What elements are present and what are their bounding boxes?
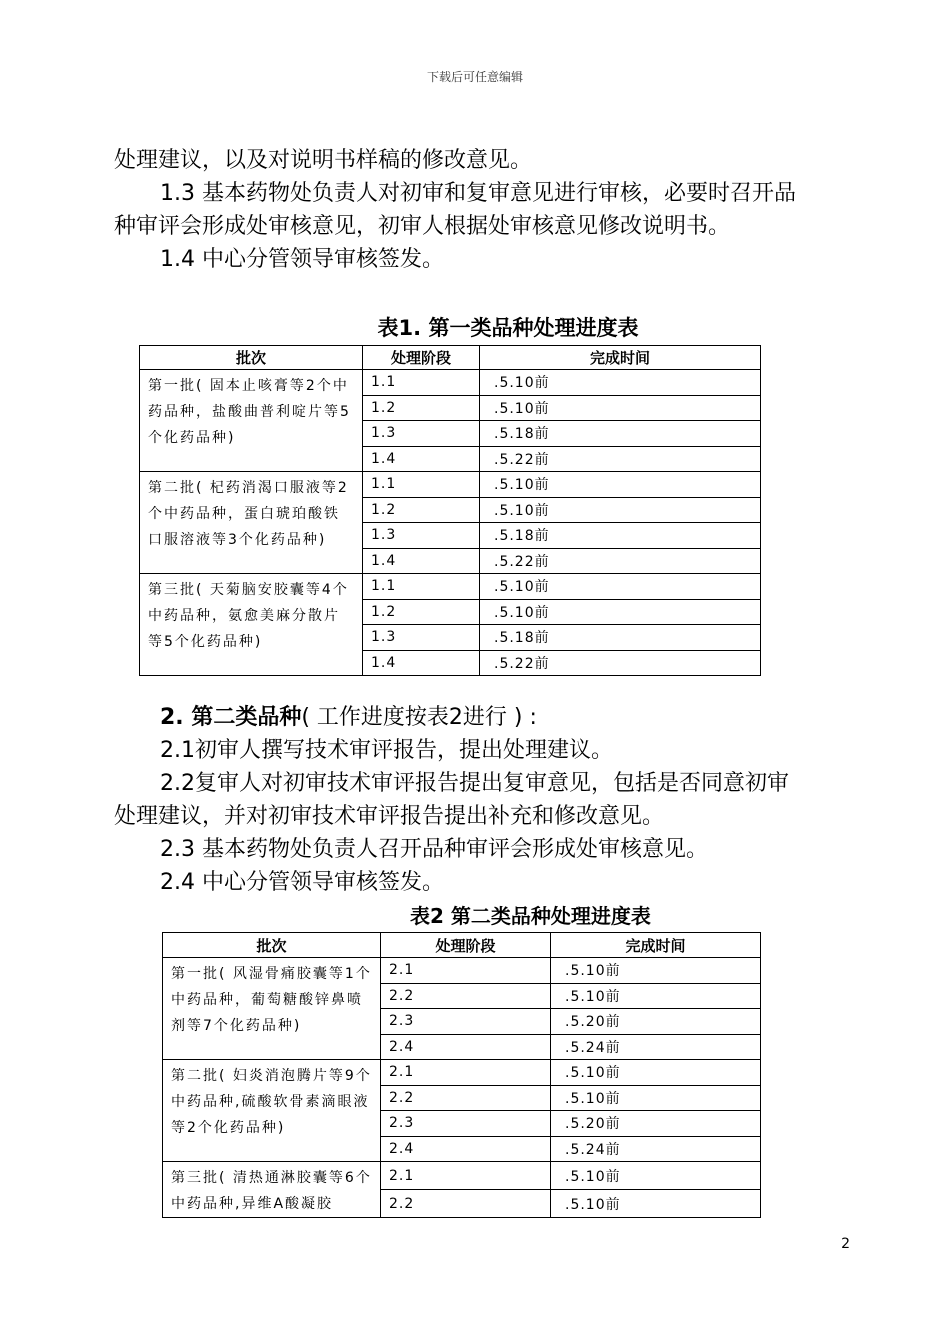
stage-cell: 2.1 [381, 958, 551, 984]
table-row [163, 958, 761, 984]
column-header-batch: 批次 [140, 346, 363, 370]
stage-cell: 2.3 [381, 1111, 551, 1137]
stage-cell: 1.3 [363, 421, 480, 447]
paragraph-line: 处理建议，以及对说明书样稿的修改意见。 [114, 148, 533, 173]
page-number: 2 [841, 1236, 850, 1252]
deadline-cell: .5.10前 [480, 574, 761, 600]
batch-cell: 第二批( 妇炎消泡腾片等9个中药品种,硫酸软骨素滴眼液等2个化药品种) [163, 1060, 381, 1162]
deadline-cell: .5.18前 [480, 421, 761, 447]
stage-cell: 2.3 [381, 1009, 551, 1035]
stage-cell: 1.1 [363, 472, 480, 498]
deadline-cell: .5.10前 [551, 1162, 761, 1190]
stage-cell: 2.4 [381, 1136, 551, 1162]
deadline-cell: .5.24前 [551, 1136, 761, 1162]
deadline-cell: .5.10前 [480, 497, 761, 523]
paragraph-line: 2.1初审人撰写技术审评报告，提出处理建议。 [160, 738, 613, 763]
column-header-deadline: 完成时间 [551, 933, 761, 958]
deadline-cell: .5.10前 [551, 958, 761, 984]
stage-cell: 1.2 [363, 599, 480, 625]
table-row [140, 574, 761, 600]
deadline-cell: .5.18前 [480, 625, 761, 651]
table1-caption: 表1. 第一类品种处理进度表 [377, 316, 639, 340]
stage-cell: 1.2 [363, 497, 480, 523]
stage-cell: 2.4 [381, 1034, 551, 1060]
deadline-cell: .5.10前 [480, 472, 761, 498]
column-header-stage: 处理阶段 [381, 933, 551, 958]
paragraph-line: 1.4 中心分管领导审核签发。 [160, 247, 444, 272]
stage-cell: 1.4 [363, 548, 480, 574]
table-row [140, 472, 761, 498]
paragraph-line: 处理建议，并对初审技术审评报告提出补充和修改意见。 [114, 804, 665, 829]
deadline-cell: .5.10前 [551, 983, 761, 1009]
deadline-cell: .5.10前 [551, 1085, 761, 1111]
deadline-cell: .5.10前 [551, 1190, 761, 1218]
stage-cell: 2.2 [381, 1085, 551, 1111]
deadline-cell: .5.18前 [480, 523, 761, 549]
paragraph-line: 2.4 中心分管领导审核签发。 [160, 870, 444, 895]
stage-cell: 1.1 [363, 370, 480, 396]
deadline-cell: .5.10前 [480, 395, 761, 421]
paragraph-line: 2.2复审人对初审技术审评报告提出复审意见，包括是否同意初审 [160, 771, 789, 796]
stage-cell: 1.4 [363, 650, 480, 676]
stage-cell: 1.4 [363, 446, 480, 472]
deadline-cell: .5.22前 [480, 446, 761, 472]
section2-heading [160, 702, 537, 733]
deadline-cell: .5.20前 [551, 1009, 761, 1035]
section2-heading-title: 2. 第二类品种 [160, 705, 302, 730]
column-header-stage: 处理阶段 [363, 346, 480, 370]
page-header: 下载后可任意编辑 [426, 70, 523, 84]
paragraph-line: 种审评会形成处审核意见，初审人根据处审核意见修改说明书。 [114, 214, 731, 239]
table-row [163, 1162, 761, 1190]
paragraph-line: 2.3 基本药物处负责人召开品种审评会形成处审核意见。 [160, 837, 708, 862]
table2-caption: 表2 第二类品种处理进度表 [410, 904, 651, 928]
deadline-cell: .5.10前 [551, 1060, 761, 1086]
stage-cell: 1.1 [363, 574, 480, 600]
deadline-cell: .5.20前 [551, 1111, 761, 1137]
deadline-cell: .5.10前 [480, 599, 761, 625]
table-row [140, 370, 761, 396]
stage-cell: 1.3 [363, 625, 480, 651]
batch-cell: 第二批( 杞药消渴口服液等2个中药品种，蛋白琥珀酸铁口服溶液等3个化药品种) [140, 472, 363, 574]
paragraph-line: 1.3 基本药物处负责人对初审和复审意见进行审核，必要时召开品 [160, 181, 796, 206]
deadline-cell: .5.10前 [480, 370, 761, 396]
stage-cell: 2.2 [381, 983, 551, 1009]
section2-heading-note: ( 工作进度按表2进行 ) : [301, 705, 537, 730]
progress-table-1 [139, 345, 761, 676]
column-header-deadline: 完成时间 [480, 346, 761, 370]
batch-cell: 第一批( 固本止咳膏等2个中药品种，盐酸曲普利啶片等5个化药品种) [140, 370, 363, 472]
deadline-cell: .5.24前 [551, 1034, 761, 1060]
stage-cell: 1.2 [363, 395, 480, 421]
deadline-cell: .5.22前 [480, 650, 761, 676]
stage-cell: 2.2 [381, 1190, 551, 1218]
batch-cell: 第三批( 清热通淋胶囊等6个中药品种,异维A酸凝胶 [163, 1162, 381, 1218]
batch-cell: 第三批( 天菊脑安胶囊等4个中药品种，氨愈美麻分散片等5个化药品种) [140, 574, 363, 676]
stage-cell: 1.3 [363, 523, 480, 549]
table-row [163, 1060, 761, 1086]
progress-table-2 [162, 932, 761, 1218]
batch-cell: 第一批( 风湿骨痛胶囊等1个中药品种，葡萄糖酸锌鼻喷剂等7个化药品种) [163, 958, 381, 1060]
column-header-batch: 批次 [163, 933, 381, 958]
deadline-cell: .5.22前 [480, 548, 761, 574]
stage-cell: 2.1 [381, 1060, 551, 1086]
stage-cell: 2.1 [381, 1162, 551, 1190]
